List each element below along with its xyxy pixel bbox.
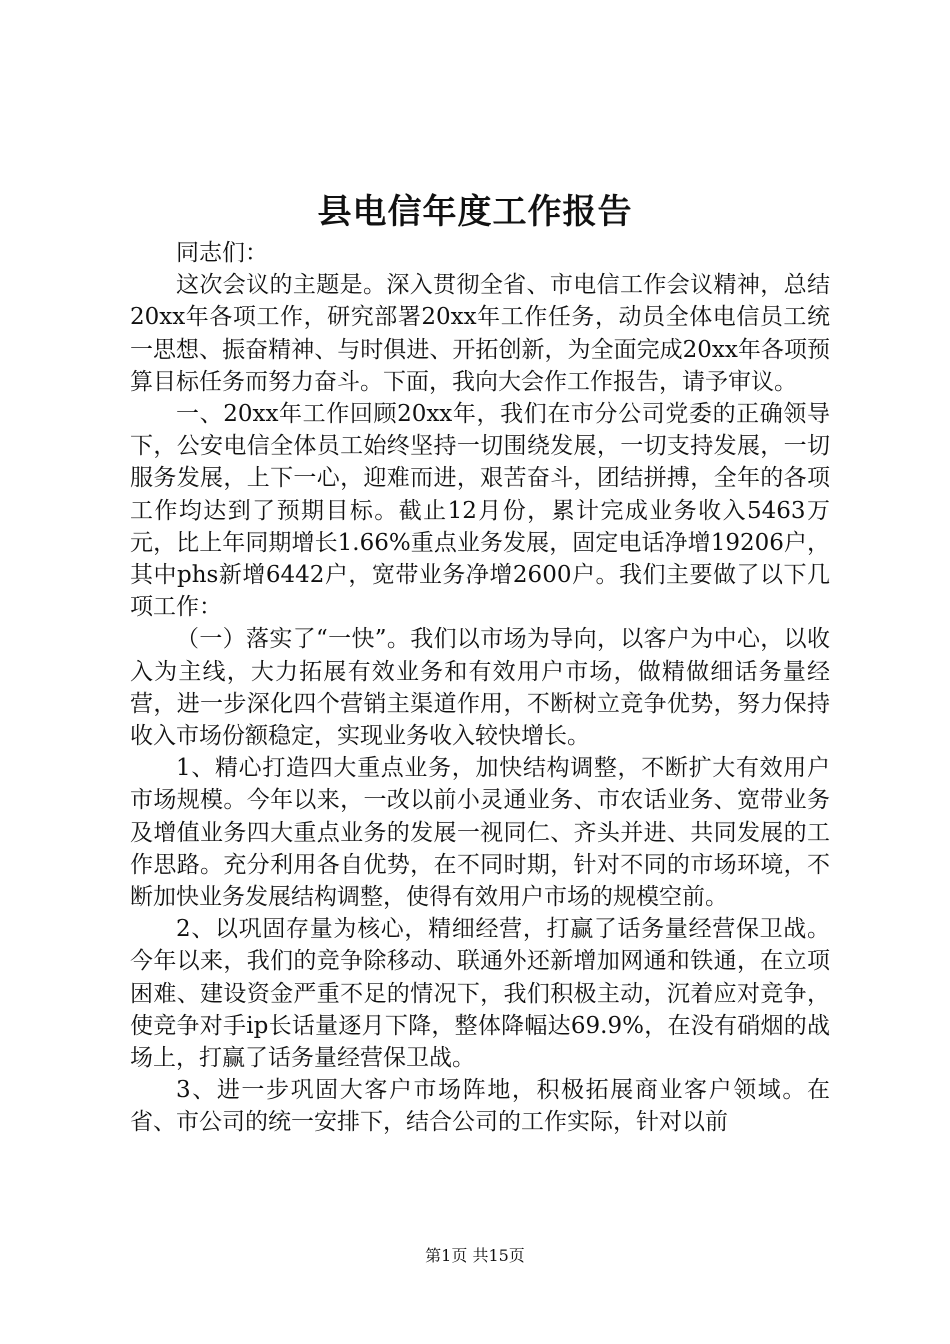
paragraph-item-1: 1、精心打造四大重点业务，加快结构调整，不断扩大有效用户市场规模。今年以来，一改以前小灵通业务、市农话业务、宽带业务及增值业务四大重点业务的发展一视同仁、齐头并进、共同发展的工作思路。充分利用各自优势，在不同时期，针对不同的市场环境，不断加快业务发展结构调整，使得有效用户市场的规模空前。 bbox=[130, 755, 830, 911]
paragraph-item-3: 3、进一步巩固大客户市场阵地，积极拓展商业客户领域。在省、市公司的统一安排下，结合公司的工作实际，针对以前 bbox=[130, 1077, 830, 1136]
page-number-footer: 第1页 共15页 bbox=[425, 1246, 525, 1265]
document-body bbox=[130, 237, 830, 1139]
paragraph-section-1: （一）落实了“一快”。我们以市场为导向，以客户为中心，以收入为主线，大力拓展有效业务和有效用户市场，做精做细话务量经营，进一步深化四个营销主渠道作用，不断树立竞争优势，努力保持收入市场份额稳定，实现业务收入较快增长。 bbox=[130, 626, 830, 750]
paragraph-greeting: 同志们： bbox=[176, 240, 268, 266]
paragraph-item-2: 2、以巩固存量为核心，精细经营，打赢了话务量经营保卫战。今年以来，我们的竞争除移动、联通外还新增加网通和铁通，在立项困难、建设资金严重不足的情况下，我们积极主动，沉着应对竞争，使竞争对手ip长话量逐月下降，整体降幅达69.9%，在没有硝烟的战场上，打赢了话务量经营保卫战。 bbox=[130, 916, 830, 1072]
document-title: 县电信年度工作报告 bbox=[317, 192, 633, 232]
paragraph-review: 一、20xx年工作回顾20xx年，我们在市分公司党委的正确领导下，公安电信全体员工始终坚持一切围绕发展，一切支持发展，一切服务发展，上下一心，迎难而进，艰苦奋斗，团结拼搏，全年的各项工作均达到了预期目标。截止12月份，累计完成业务收入5463万元，比上年同期增长1.66%重点业务发展，固定电话净增19206户，其中phs新增6442户，宽带业务净增2600户。我们主要做了以下几项工作： bbox=[130, 401, 830, 621]
paragraph-intro: 这次会议的主题是。深入贯彻全省、市电信工作会议精神，总结20xx年各项工作，研究部署20xx年工作任务，动员全体电信员工统一思想、振奋精神、与时俱进、开拓创新，为全面完成20xx年各项预算目标任务而努力奋斗。下面，我向大会作工作报告，请予审议。 bbox=[130, 272, 830, 395]
